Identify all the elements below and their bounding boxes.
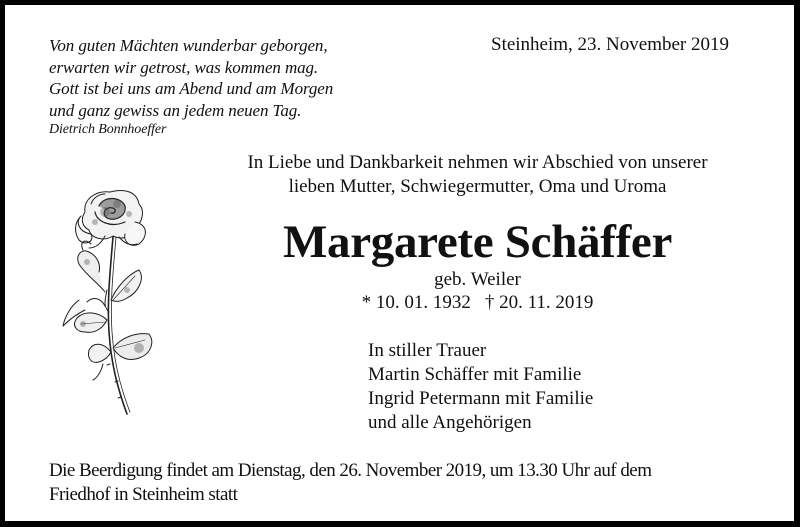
life-dates [205, 291, 750, 315]
maiden-name: geb. Weiler [434, 269, 521, 290]
quote-author: Dietrich Bonnhoeffer [49, 122, 167, 137]
funeral-announcement [49, 459, 769, 507]
poem-quote [49, 35, 333, 139]
quote-line: Gott ist bei uns am Abend und am Morgen [49, 79, 334, 98]
mourners-list [368, 339, 593, 435]
intro-line: lieben Mutter, Schwiegermutter, Oma und Uroma [288, 176, 667, 197]
mourner-line: Ingrid Petermann mit Familie [368, 388, 594, 409]
place-and-date: Steinheim, 23. November 2019 [491, 34, 729, 55]
death-date: † 20. 11. 2019 [484, 292, 594, 313]
quote-line: erwarten wir getrost, was kommen mag. [49, 57, 319, 77]
mourner-line: und alle Angehörigen [368, 412, 532, 433]
rose-illustration-icon [55, 182, 185, 422]
obituary-notice [5, 5, 794, 521]
quote-line: Von guten Mächten wunderbar geborgen, [49, 36, 328, 55]
mourner-line: Martin Schäffer mit Familie [368, 364, 582, 385]
farewell-intro [205, 151, 750, 199]
mourner-line: In stiller Trauer [368, 340, 487, 361]
quote-line: und ganz gewiss an jedem neuen Tag. [49, 100, 302, 120]
funeral-line: Die Beerdigung findet am Dienstag, den 26. November 2019, um 13.30 Uhr auf dem [49, 460, 652, 481]
intro-line: In Liebe und Dankbarkeit nehmen wir Abschied von unserer [247, 152, 708, 173]
funeral-line: Friedhof in Steinheim statt [49, 484, 238, 505]
deceased-name: Margarete Schäffer [282, 216, 673, 268]
birth-date: * 10. 01. 1932 [361, 292, 471, 313]
